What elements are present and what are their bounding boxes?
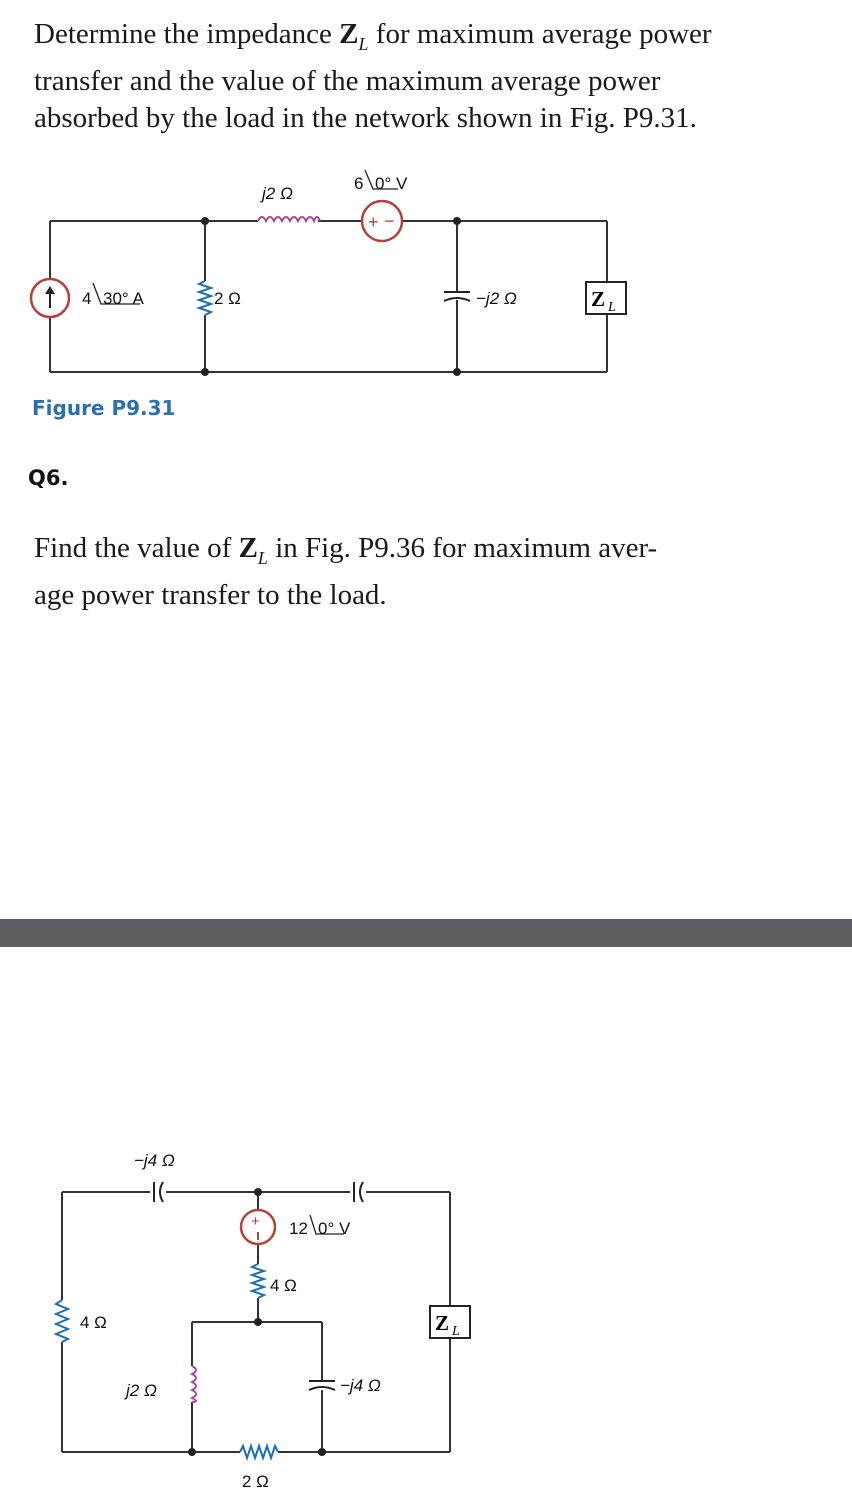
- plus-sign-icon: +: [368, 212, 379, 232]
- current-arrow-icon: [45, 286, 55, 308]
- question-6-label: Q6.: [28, 466, 69, 490]
- resistor-label: 2 Ω: [214, 289, 241, 308]
- impedance-symbol: Z: [339, 18, 359, 50]
- load-label-sub: L: [608, 300, 616, 315]
- figure-caption: Figure P9.31: [32, 396, 176, 420]
- circuit-figure-p9-36: [0, 1130, 852, 1496]
- capacitor-icon: [154, 1182, 163, 1202]
- resistor-icon: [199, 281, 211, 315]
- resistor-left-label: 4 Ω: [80, 1313, 107, 1332]
- resistor-bottom-label: 2 Ω: [242, 1472, 269, 1491]
- resistor-icon: [240, 1446, 278, 1458]
- capacitor-icon: [309, 1381, 335, 1390]
- current-source-label-mag: 4: [82, 289, 92, 308]
- inductor-icon: [258, 217, 320, 221]
- question-5-line-2: transfer and the value of the maximum average power: [34, 64, 661, 97]
- capacitor-mid-label: −j4 Ω: [340, 1376, 381, 1395]
- resistor-icon: [252, 1264, 264, 1298]
- source-label-angle: 0° V: [318, 1219, 351, 1238]
- minus-sign-icon: −: [384, 211, 395, 231]
- plus-sign-icon: +: [251, 1213, 260, 1230]
- question-6-line-1: Find the value of $Z_L$ in Fig. P9.36 for maximum aver-: [34, 532, 658, 568]
- capacitor-top-label: −j4 Ω: [134, 1151, 175, 1170]
- question-5-line-3: absorbed by the load in the network shown in Fig. P9.31.: [34, 101, 697, 134]
- question-5-text: [34, 16, 712, 137]
- load-label-main: Z: [435, 1311, 450, 1335]
- capacitor-icon: [354, 1182, 363, 1202]
- impedance-symbol: Z: [238, 532, 258, 564]
- voltage-source-label-mag: 6: [354, 174, 364, 193]
- voltage-source-label-angle: 0° V: [375, 174, 408, 193]
- inductor-icon: [192, 1366, 196, 1402]
- resistor-mid-label: 4 Ω: [270, 1276, 297, 1295]
- source-label-mag: 12: [289, 1219, 308, 1238]
- question-6-text: [34, 530, 657, 614]
- inductor-label: j2 Ω: [126, 1381, 157, 1400]
- circuit-figure-p9-31: [0, 160, 852, 390]
- inductor-label: j2 Ω: [262, 184, 293, 203]
- current-source-label-angle: 30° A: [103, 289, 144, 308]
- question-5-line-1: Determine the impedance $Z_L$ for maximum average power: [34, 18, 712, 54]
- resistor-icon: [56, 1300, 68, 1342]
- load-label-sub: L: [452, 1324, 460, 1339]
- capacitor-label: −j2 Ω: [476, 289, 517, 308]
- question-6-line-2: age power transfer to the load.: [34, 578, 387, 611]
- capacitor-icon: [444, 292, 470, 301]
- page-divider-bar: [0, 919, 852, 947]
- load-label-main: Z: [591, 287, 606, 311]
